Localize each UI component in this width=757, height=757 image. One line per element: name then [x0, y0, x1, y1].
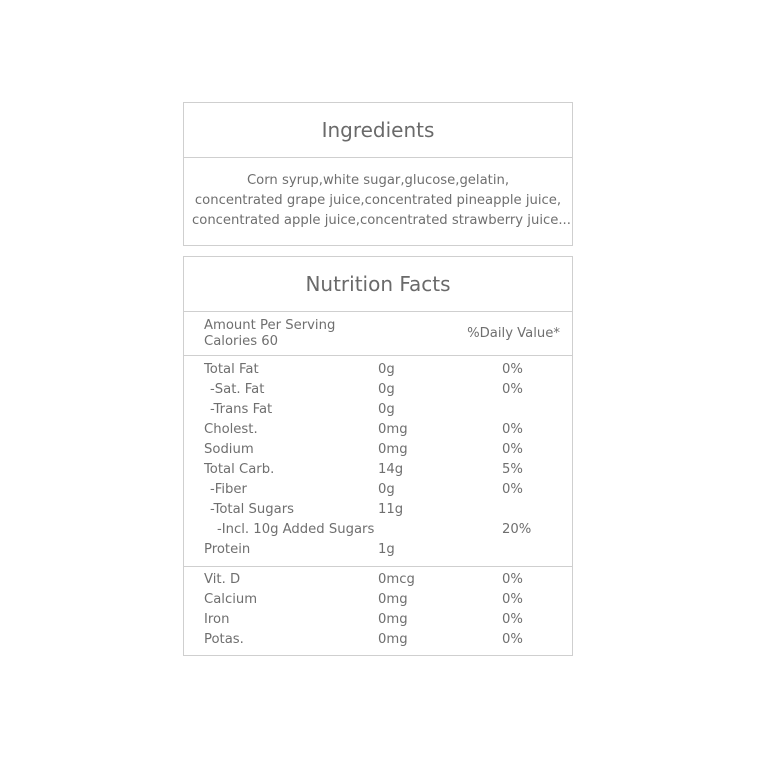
vitamin-name: Iron: [204, 612, 230, 627]
nutrient-row: [184, 420, 572, 440]
nutrient-daily-value: 0%: [502, 442, 523, 457]
nutrient-row: [184, 460, 572, 480]
nutrient-row: [184, 480, 572, 500]
nutrient-daily-value: 20%: [502, 522, 532, 537]
ingredients-panel: [183, 102, 573, 246]
ingredients-line: concentrated grape juice,concentrated pineapple juice,: [194, 193, 562, 208]
nutrient-row: [184, 360, 572, 380]
vitamin-daily-value: 0%: [502, 592, 523, 607]
nutrient-name: Total Fat: [204, 362, 259, 377]
vitamin-daily-value: 0%: [502, 612, 523, 627]
nutrient-name: -Total Sugars: [210, 502, 295, 517]
nutrient-daily-value: 0%: [502, 382, 523, 397]
nutrient-row: [184, 380, 572, 400]
nutrient-row: [184, 400, 572, 420]
serving-label: Amount Per Serving: [204, 318, 336, 333]
nutrient-table: [184, 356, 572, 650]
vitamin-name: Vit. D: [204, 572, 241, 587]
vitamin-amount: 0mg: [378, 632, 408, 647]
nutrient-row: [184, 520, 572, 540]
nutrition-facts-panel: [183, 256, 573, 656]
serving-header: [184, 312, 572, 356]
nutrient-amount: 0mg: [378, 422, 408, 437]
nutrient-daily-value: 5%: [502, 462, 523, 477]
ingredients-list: [184, 158, 572, 231]
nutrient-daily-value: 0%: [502, 422, 523, 437]
vitamin-row: [184, 570, 572, 590]
nutrient-amount: 14g: [378, 462, 404, 477]
nutrient-name: -Incl. 10g Added Sugars: [217, 522, 375, 537]
nutrient-row: [184, 440, 572, 460]
vitamin-daily-value: 0%: [502, 572, 523, 587]
section-divider: [184, 566, 572, 567]
calories-label: Calories 60: [204, 334, 279, 349]
nutrient-amount: 0mg: [378, 442, 408, 457]
nutrient-name: -Trans Fat: [210, 402, 273, 417]
vitamin-row: [184, 610, 572, 630]
nutrient-amount: 0g: [378, 362, 395, 377]
nutrient-daily-value: 0%: [502, 362, 523, 377]
nutrient-name: Total Carb.: [204, 462, 275, 477]
nutrient-name: Protein: [204, 542, 251, 557]
nutrient-name: Cholest.: [204, 422, 258, 437]
vitamin-row: [184, 630, 572, 650]
vitamin-amount: 0mg: [378, 592, 408, 607]
vitamin-amount: 0mcg: [378, 572, 415, 587]
ingredients-line: Corn syrup,white sugar,glucose,gelatin,: [246, 173, 510, 188]
nutrient-amount: 0g: [378, 402, 395, 417]
vitamin-daily-value: 0%: [502, 632, 523, 647]
daily-value-header: %Daily Value*: [467, 326, 560, 341]
nutrient-row: [184, 500, 572, 520]
nutrient-amount: 0g: [378, 482, 395, 497]
vitamin-row: [184, 590, 572, 610]
ingredients-title: Ingredients: [184, 103, 572, 158]
ingredients-line: concentrated apple juice,concentrated strawberry juice...: [192, 213, 571, 228]
nutrient-amount: 0g: [378, 382, 395, 397]
nutrient-daily-value: 0%: [502, 482, 523, 497]
nutrient-name: -Sat. Fat: [210, 382, 265, 397]
nutrient-name: Sodium: [204, 442, 254, 457]
vitamin-amount: 0mg: [378, 612, 408, 627]
nutrient-row: [184, 540, 572, 560]
nutrient-amount: 1g: [378, 542, 395, 557]
vitamin-name: Potas.: [204, 632, 244, 647]
vitamin-name: Calcium: [204, 592, 258, 607]
nutrient-name: -Fiber: [210, 482, 247, 497]
nutrient-amount: 11g: [378, 502, 404, 517]
nutrition-title: Nutrition Facts: [184, 257, 572, 312]
